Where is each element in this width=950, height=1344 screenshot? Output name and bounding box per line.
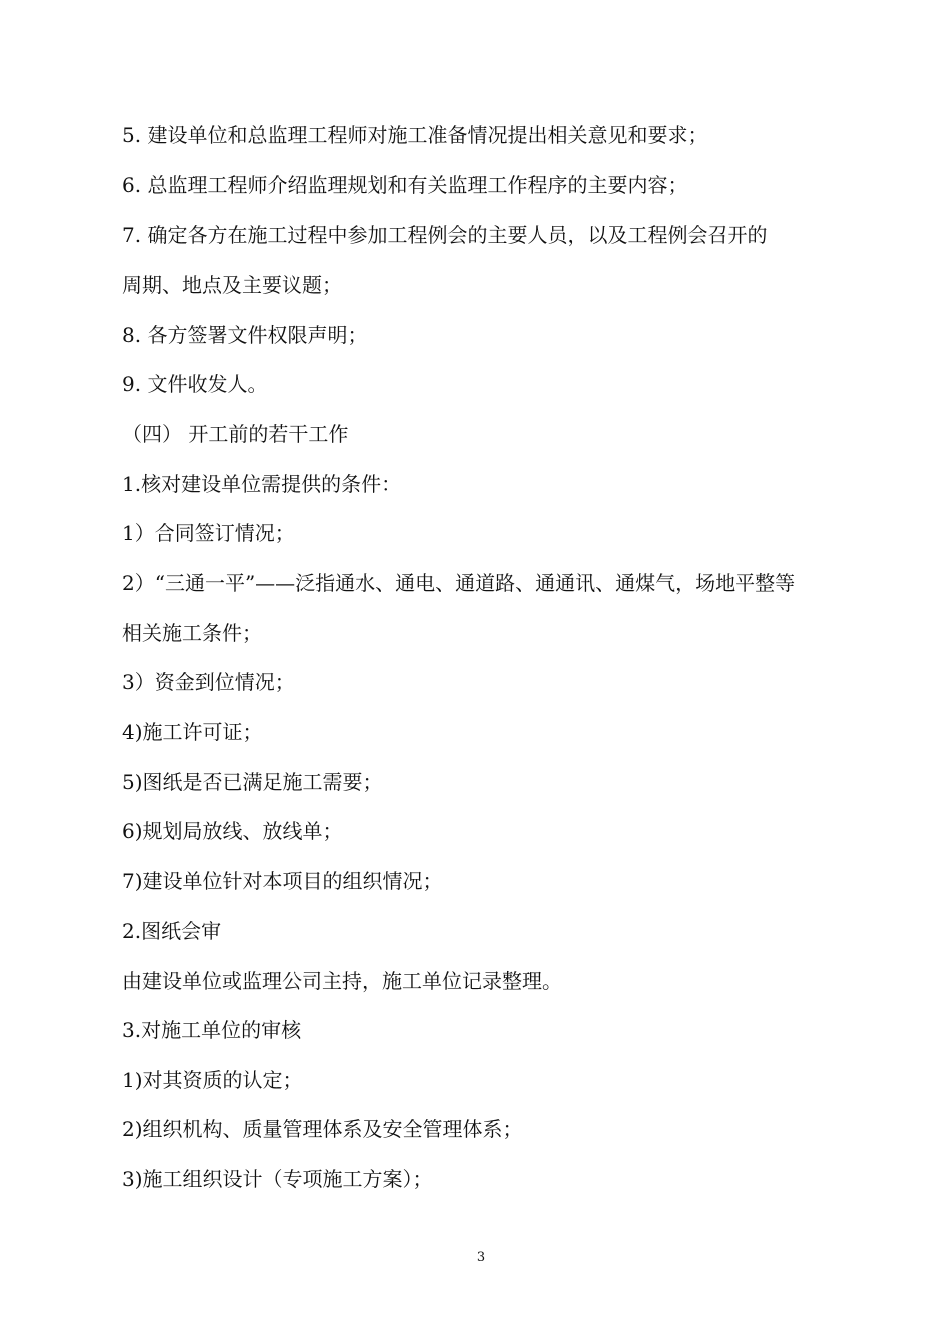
text-line: 周期、地点及主要议题；: [122, 273, 342, 297]
text-line: 6)规划局放线、放线单；: [122, 819, 343, 843]
text-line: 6. 总监理工程师介绍监理规划和有关监理工作程序的主要内容；: [122, 173, 688, 197]
text-line: 1）合同签订情况；: [122, 521, 295, 545]
text-line: 5. 建设单位和总监理工程师对施工准备情况提出相关意见和要求；: [122, 123, 708, 147]
text-line: 1.核对建设单位需提供的条件：: [122, 472, 402, 496]
text-line: 1)对其资质的认定；: [122, 1068, 303, 1092]
text-line: 8. 各方签署文件权限声明；: [122, 323, 368, 347]
text-line: 相关施工条件；: [122, 621, 262, 645]
text-line: 4)施工许可证；: [122, 720, 263, 744]
text-line: 7)建设单位针对本项目的组织情况；: [122, 869, 443, 893]
section-heading: （四） 开工前的若干工作: [122, 422, 349, 446]
text-line: 2.图纸会审: [122, 919, 222, 943]
text-line: 7. 确定各方在施工过程中参加工程例会的主要人员，以及工程例会召开的: [122, 223, 768, 247]
text-line: 2)组织机构、质量管理体系及安全管理体系；: [122, 1117, 523, 1141]
page-number: 3: [476, 1250, 486, 1265]
text-line: 3.对施工单位的审核: [122, 1018, 302, 1042]
text-line: 3)施工组织设计（专项施工方案）；: [122, 1167, 433, 1191]
text-line: 2）“三通一平”——泛指通水、通电、通道路、通通讯、通煤气，场地平整等: [122, 571, 796, 595]
text-line: 5)图纸是否已满足施工需要；: [122, 770, 383, 794]
text-line: 由建设单位或监理公司主持，施工单位记录整理。: [122, 969, 562, 993]
text-line: 3）资金到位情况；: [122, 670, 295, 694]
text-line: 9. 文件收发人。: [122, 372, 268, 396]
